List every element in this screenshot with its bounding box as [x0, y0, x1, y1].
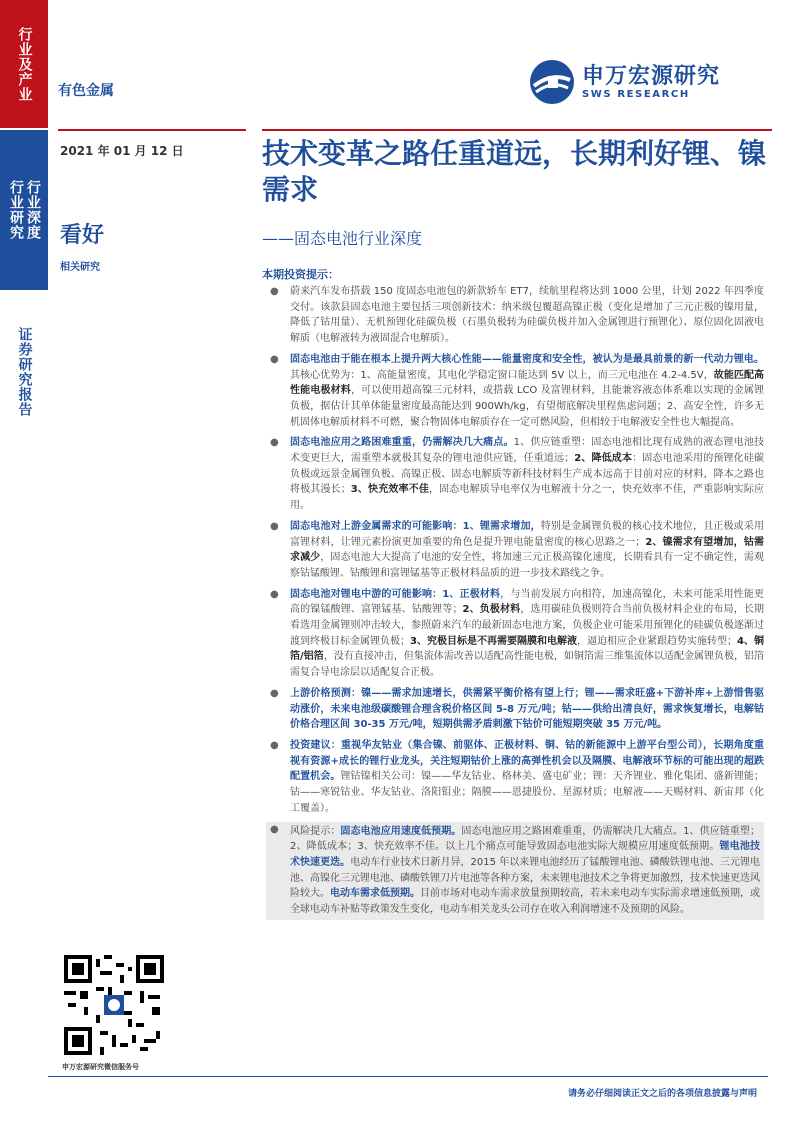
bullet-item: ● 上游价格预测：镍——需求加速增长，供需紧平衡价格有望上行；锂——需求旺盛+下游补库+上游惜售驱动涨价，未来电池级碳酸锂合理含税价格区间 5-8 万元/吨；钴——供给出清良好，需求恢复增长，电解钴价格合理区间 30-35 万元/吨，短期供需矛盾刺激下钴价可能短期突破 35 万元/吨。	[270, 687, 764, 731]
company-logo	[528, 58, 720, 106]
bullet-dot-icon: ●	[270, 520, 279, 532]
qr-caption: 申万宏源研究微信服务号	[62, 1063, 139, 1071]
header-rule-right	[262, 129, 772, 131]
sidebar-report-type-b: 行业深度	[25, 180, 41, 240]
bullet-item: ● 固态电池对锂电中游的可能影响：1、正极材料，与当前发展方向相符，加速高镍化，未来可能采用性能更高的镍锰酸锂、富锂锰基、钴酸锂等；2、负极材料，选用碳硅负极则符合当前负极材料企业的布局，长期看选用金属锂则冲击较大，参照蔚来汽车的最新固态电池方案，负极企业可能采用预锂化的硅碳负极逐渐过渡到终极目标金属锂负极；3、究极目标是不再需要隔膜和电解液，逼迫相应企业紧跟趋势实施转型；4、铜箔/铝箔，没有直接冲击，但集流体需改善以适配高性能电极，如铜箔需三维集流体以适配金属锂负极，铝箔需复合导电涂层以适配复合正极。	[270, 588, 765, 679]
bullet-dot-icon: ●	[270, 739, 279, 751]
sidebar-securities	[0, 292, 48, 452]
sidebar-industry-label: 行业及产业	[16, 26, 33, 102]
rating: 看好	[60, 223, 105, 248]
bullet-dot-icon: ●	[270, 286, 279, 297]
sidebar-industry	[0, 0, 48, 128]
section-heading: 本期投资提示：	[262, 268, 339, 281]
related-research-label: 相关研究	[60, 262, 100, 273]
bullet-dot-icon: ●	[270, 437, 279, 449]
bullet-dot-icon: ●	[270, 588, 279, 600]
bullet-dot-icon: ●	[270, 823, 279, 835]
footer-rule	[48, 1076, 768, 1077]
bullet-item: ● 投资建议：重视华友钴业（集合镍、前驱体、正极材料、铜、钴的新能源中上游平台型公司），长期角度重视有资源+成长的锂行业龙头，关注短期钴价上涨的高弹性机会以及隔膜、电解液环节标的可能出现的超跌配置机会。锂钴镍相关公司：镍——华友钴业、格林美、盛屯矿业；锂：天齐锂业、雅化集团、盛新锂能；钴——寒锐钴业、华友钴业、洛阳钼业；隔膜——恩捷股份、星源材质；电解液——天赐材料、新宙邦（化工覆盖）。	[270, 739, 765, 814]
footer-disclaimer: 请务必仔细阅读正文之后的各项信息披露与声明	[567, 1089, 757, 1099]
header-rule-left	[58, 129, 246, 131]
logo-chinese: 申万宏源研究	[582, 63, 721, 89]
bullet-item: ● 固态电池由于能在根本上提升两大核心性能——能量密度和安全性，被认为是最具前景的新一代动力锂电。其核心优势为：1、高能量密度，其电化学稳定窗口能达到 5V 以上，而三元电池在 4.2-4.5V，故能匹配高性能电极材料，可以使用超高镍三元材料，或搭载 LCO 及富锂材料，且能兼容液态体系难以实现的金属锂负极，据估计其单体能量密度最高能达到 900Wh/kg，有望彻底解决里程焦虑问题；2、高安全性，许多无机固体电解质材料不可燃，聚合物固体电解质存在一定可燃风险，但相较于电解液安全性也大幅提高。	[270, 353, 765, 428]
bullet-dot-icon: ●	[270, 353, 279, 365]
sidebar-report-type	[0, 130, 48, 290]
bullet-dot-icon: ●	[270, 687, 279, 699]
qr-code-icon[interactable]	[64, 955, 164, 1055]
bullet-item: ● 蔚来汽车发布搭载 150 度固态电池包的新款轿车 ET7，续航里程将达到 1000 公里，计划 2022 年四季度交付。该款县固态电池主要包括三项创新技术：纳米级包覆超高镍正极（变化是增加了三元正极的镍用量，降低了钴用量）、无机预锂化硅碳负极（石墨负极转为硅碳负极并加入金属锂进行预锂化）、原位固化固液电解质（电解液转为液固混合电解质）。	[270, 286, 764, 345]
bullet-item: ● 固态电池对上游金属需求的可能影响：1、锂需求增加，特别是金属锂负极的核心技术地位，且正极或采用富锂材料，让锂元素扮演更加重要的角色是提升锂电能量密度的核心思路之一；2、镍需求有望增加，钴需求减少，固态电池大大提高了电池的安全性，将加速三元正极高镍化速度，长期看具有一定不确定性，需观察钴锰酸锂、钴酸锂和富锂锰基等正极材料品质的进一步技术路线之争。	[270, 520, 765, 579]
sidebar-report-type-a: 行业研究	[8, 180, 24, 240]
investment-highlights	[266, 284, 764, 925]
report-date: 2021 年 01 月 12 日	[60, 144, 184, 158]
sidebar	[0, 0, 48, 1122]
sidebar-securities-label: 证券研究报告	[16, 327, 33, 417]
logo-english: SWS RESEARCH	[582, 88, 690, 100]
logo-emblem-icon	[528, 58, 576, 106]
sector-label: 有色金属	[58, 83, 114, 99]
bullet-item: ● 固态电池应用之路困难重重，仍需解决几大痛点。1、供应链重塑：固态电池相比现有成熟的液态锂电池技术变更巨大，需重塑本就极其复杂的锂电池供应链，任重道远；2、降低成本：固态电池采用的预锂化硅碳负极或远景金属锂负极、高镍正极、固态电解质等新科技材料生产成本远高于目前对应的材料，降本之路也将极其漫长；3、快充效率不佳，固态电解质导电率仅为电解液十分之一，快充效率不佳，严重影响实际应用。	[270, 437, 764, 512]
page-subtitle: ——固态电池行业深度	[262, 229, 423, 248]
risk-warning: ● 风险提示：固态电池应用速度低预期。固态电池应用之路困难重重，仍需解决几大痛点。1、供应链重塑；2、降低成本；3、快充效率不佳。以上几个痛点可能导致固态电池实际大规模应用速度低预期。锂电池技术快速更迭。电动车行业技术日新月异，2015 年以来锂电池经历了锰酸锂电池、磷酸铁锂电池、三元锂电池、高镍化三元锂电池、磷酸铁锂刀片电池等各种方案，未来锂电池技术之争将更加激烈，技术快速更迭风险较大。电动车需求低预期。目前市场对电动车需求放量预期较高，若未来电动车实际需求增速低预期，或全球电动车补贴等政策发生变化，电动车相关龙头公司存在收入利润增速不及预期的风险。	[266, 822, 764, 920]
page-title: 技术变革之路任重道远，长期利好锂、镍需求	[262, 137, 767, 206]
